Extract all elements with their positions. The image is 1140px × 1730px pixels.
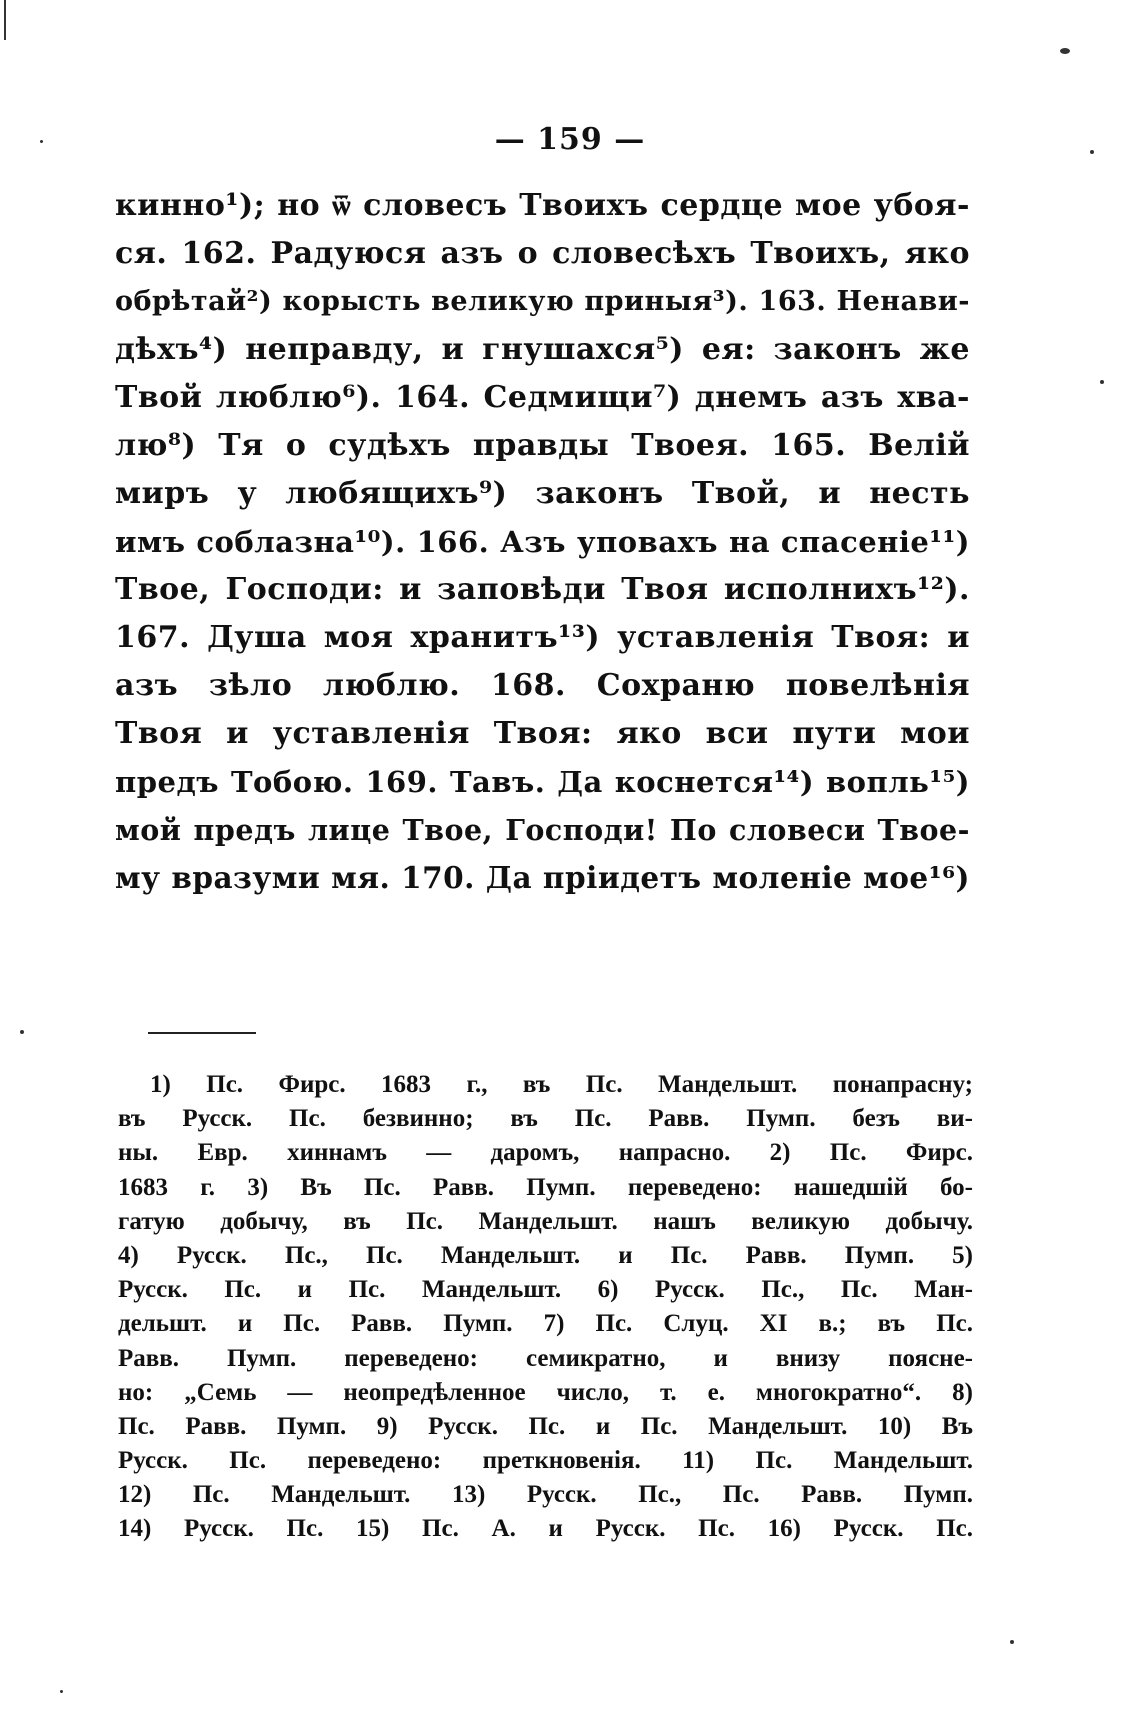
main-text-line: лю⁸) Тя о судѣхъ правды Твоея. 165. Велій bbox=[115, 428, 970, 463]
footnote-line: 14) Русск. Пс. 15) Пс. А. и Русск. Пс. 16) Русск. Пс. bbox=[118, 1515, 973, 1543]
scan-speck bbox=[40, 140, 43, 143]
main-text-line: мой предъ лице Твое, Господи! По словеси Твое- bbox=[115, 813, 970, 847]
footnote-divider bbox=[148, 1032, 256, 1034]
main-text-line: обрѣтай²) корысть великую приныя³). 163. Ненави- bbox=[115, 286, 970, 317]
main-text-line: кинно¹); но ѿ словесъ Твоихъ сердце мое убоя- bbox=[115, 188, 970, 223]
footnote-line: Русск. Пс. и Пс. Мандельшт. 6) Русск. Пс., Пс. Ман- bbox=[118, 1276, 973, 1304]
scan-speck bbox=[60, 1690, 63, 1693]
page-number: — 159 — bbox=[494, 122, 646, 157]
footnote-line: 12) Пс. Мандельшт. 13) Русск. Пс., Пс. Равв. Пумп. bbox=[118, 1481, 973, 1509]
scan-edge-mark bbox=[4, 0, 6, 40]
main-text-line: Твой люблю⁶). 164. Седмищи⁷) днемъ азъ хва- bbox=[115, 380, 970, 415]
scan-speck bbox=[1090, 150, 1094, 154]
footnote-line: Пс. Равв. Пумп. 9) Русск. Пс. и Пс. Мандельшт. 10) Въ bbox=[118, 1412, 973, 1440]
footnote-line: ны. Евр. хиннамъ — даромъ, напрасно. 2) Пс. Фирс. bbox=[118, 1139, 973, 1167]
scan-speck bbox=[20, 1030, 24, 1034]
main-text-line: Твоя и уставленія Твоя: яко вси пути мои bbox=[115, 716, 970, 751]
main-text-line: предъ Тобою. 169. Тавъ. Да коснется¹⁴) вопль¹⁵) bbox=[115, 765, 970, 799]
footnote-line: но: „Семь — неопредѣленное число, т. е. многократно“. 8) bbox=[118, 1378, 973, 1406]
main-text-line: миръ у любящихъ⁹) законъ Твой, и несть bbox=[115, 476, 970, 511]
main-text-line: 167. Душа моя хранитъ¹³) уставленія Твоя: и bbox=[115, 620, 970, 655]
main-text-line: ся. 162. Радуюся азъ о словесѣхъ Твоихъ, яко bbox=[115, 236, 970, 271]
footnote-line: гатую добычу, въ Пс. Мандельшт. нашъ великую добычу. bbox=[118, 1207, 973, 1235]
scan-speck bbox=[1100, 380, 1104, 384]
scan-speck bbox=[1060, 48, 1070, 54]
footnote-line: 4) Русск. Пс., Пс. Мандельшт. и Пс. Равв. Пумп. 5) bbox=[118, 1241, 973, 1269]
main-text-line: Твое, Господи: и заповѣди Твоя исполнихъ¹²). bbox=[115, 572, 970, 607]
main-text-line: му вразуми мя. 170. Да пріидетъ моленіе мое¹⁶) bbox=[115, 860, 970, 895]
main-text-line: дѣхъ⁴) неправду, и гнушахся⁵) ея: законъ же bbox=[115, 332, 970, 367]
footnotes-block bbox=[118, 1068, 973, 1547]
footnote-line: въ Русск. Пс. безвинно; въ Пс. Равв. Пумп. безъ ви- bbox=[118, 1105, 973, 1133]
footnote-line: Равв. Пумп. переведено: семикратно, и внизу поясне- bbox=[118, 1344, 973, 1372]
footnote-line: 1) Пс. Фирс. 1683 г., въ Пс. Мандельшт. понапрасну; bbox=[150, 1071, 973, 1098]
footnote-line: Русск. Пс. переведено: преткновенія. 11) Пс. Мандельшт. bbox=[118, 1447, 973, 1475]
main-text-line: имъ соблазна¹⁰). 166. Азъ уповахъ на спасеніе¹¹) bbox=[115, 525, 970, 559]
main-text-line: азъ зѣло люблю. 168. Сохраню повелѣнія bbox=[115, 668, 970, 703]
scan-speck bbox=[1010, 1640, 1014, 1644]
footnote-line: дельшт. и Пс. Равв. Пумп. 7) Пс. Слуц. XI в.; въ Пс. bbox=[118, 1310, 973, 1338]
main-text-block bbox=[115, 182, 970, 902]
footnote-line: 1683 г. 3) Въ Пс. Равв. Пумп. переведено: нашедшій бо- bbox=[118, 1173, 973, 1201]
